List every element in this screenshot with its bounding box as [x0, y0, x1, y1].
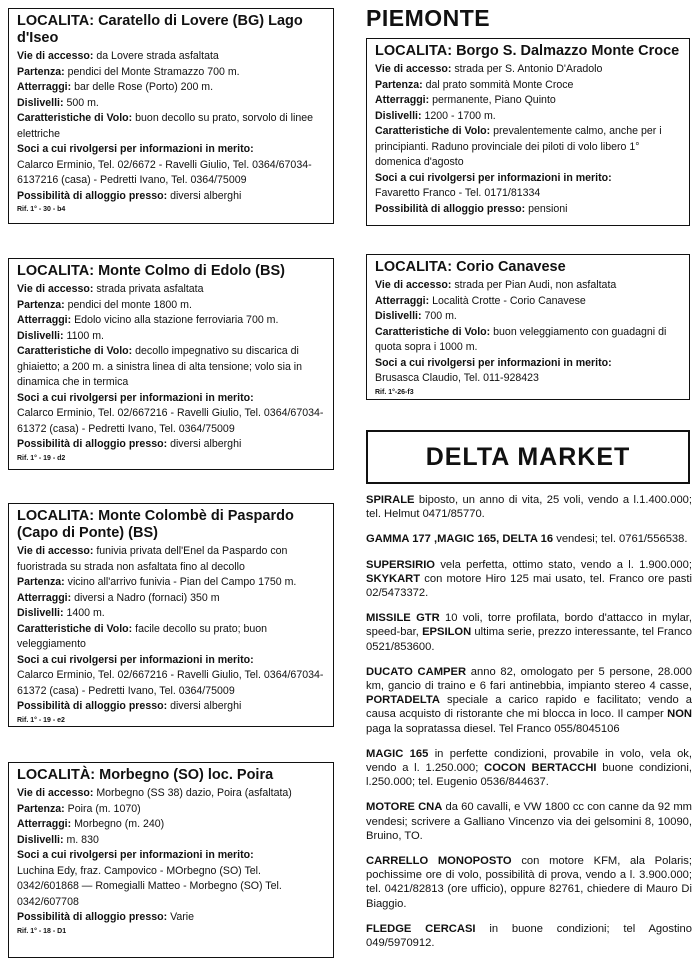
detail-row — [375, 294, 681, 310]
detail-label: Dislivelli: — [375, 109, 422, 122]
site-details — [17, 282, 325, 453]
detail-row — [17, 606, 325, 622]
detail-label: Atterraggi: — [375, 294, 430, 307]
detail-value: buon veleggiamento con guadagni di quota sopra i 1000 m. — [375, 325, 667, 353]
detail-row — [375, 325, 681, 356]
site-box-corio-canavese — [366, 254, 690, 400]
detail-row — [375, 171, 681, 187]
detail-row — [375, 278, 681, 294]
detail-label: Soci a cui rivolgersi per informazioni in merito: — [17, 391, 254, 404]
site-title: LOCALITA: Monte Colmo di Edolo (BS) — [17, 263, 285, 279]
detail-label: Atterraggi: — [375, 94, 430, 106]
detail-value: m. 830 — [66, 833, 99, 846]
detail-row — [17, 344, 325, 391]
detail-label: Dislivelli: — [17, 96, 64, 109]
detail-value: Varie — [170, 911, 195, 923]
site-details — [17, 49, 325, 204]
classified-ad — [366, 747, 692, 790]
detail-value: pendici del Monte Stramazzo 700 m. — [67, 65, 240, 78]
ad-text: vendesi; tel. 0761/556538. — [553, 533, 688, 546]
detail-label: Soci a cui rivolgersi per informazioni in merito: — [17, 653, 254, 666]
ad-item-name: MOTORE CNA — [366, 801, 443, 814]
detail-label: Vie di accesso: — [375, 279, 452, 291]
detail-row — [375, 62, 681, 78]
classified-ad — [366, 800, 692, 843]
detail-value: permanente, Piano Quinto — [432, 94, 556, 106]
detail-value: diversi alberghi — [170, 700, 242, 712]
classified-ad — [366, 611, 692, 654]
detail-row — [375, 109, 681, 125]
detail-row — [375, 78, 681, 94]
detail-value: Calarco Erminio, Tel. 02/667216 - Ravelli Giulio, Tel. 0364/67034-61372 (casa) - Pedretti Ivano, Tel. 0364/75009 — [17, 407, 324, 435]
classified-ad — [366, 558, 692, 601]
detail-row — [375, 309, 681, 325]
detail-row — [375, 93, 681, 109]
ad-item-name: DUCATO CAMPER — [366, 665, 467, 678]
ad-text: in perfette condizioni, provabile in volo, vela ok, vendo a l. 1.250.000; — [366, 747, 692, 775]
reference-code: Rif. 1° - 19 - d2 — [17, 454, 66, 462]
ad-item-name: MAGIC 165 — [366, 747, 429, 760]
reference-code: Rif. 1° - 30 - b4 — [17, 206, 66, 213]
detail-label: Vie di accesso: — [17, 50, 94, 62]
detail-label: Partenza: — [375, 78, 423, 91]
detail-row — [17, 544, 325, 575]
detail-value: Favaretto Franco - Tel. 0171/81334 — [375, 187, 541, 199]
detail-value: Calarco Erminio, Tel. 02/667216 - Ravelli Giulio, Tel. 0364/67034-61372 (casa) - Pedretti Ivano, Tel. 0364/75009 — [17, 669, 324, 697]
detail-label: Vie di accesso: — [17, 787, 94, 799]
detail-value: Brusasca Claudio, Tel. 011-928423 — [375, 372, 539, 384]
detail-value: Morbegno (m. 240) — [74, 818, 165, 830]
detail-row — [17, 65, 325, 81]
detail-value: bar delle Rose (Porto) 200 m. — [74, 81, 214, 93]
detail-value: da Lovere strada asfaltata — [96, 50, 219, 62]
ad-item-name: MISSILE GTR — [366, 612, 440, 625]
detail-value: diversi alberghi — [170, 189, 242, 202]
ad-item-name: SPIRALE — [366, 494, 415, 506]
site-title: LOCALITA: Corio Canavese — [375, 259, 566, 275]
detail-row — [375, 186, 681, 202]
detail-row — [375, 202, 681, 218]
classified-ad — [366, 665, 692, 736]
detail-label: Atterraggi: — [17, 314, 72, 326]
detail-value: buon decollo su prato, sorvolo di linee elettriche — [17, 112, 313, 140]
ad-text: buone condizioni, l.250.000; tel. Eugenio 0536/844637. — [366, 762, 692, 789]
ad-text: anno 82, omologato per 5 persone, 28.000 km, gancio di traino e 6 fari antinebbia, impianto stereo 4 casse, — [366, 665, 692, 693]
detail-value: prevalentemente calmo, anche per i principianti. Raduno provinciale dei piloti di volo libero 1° domenica d'agosto — [375, 125, 662, 168]
site-box-monte-colmo — [8, 258, 334, 470]
detail-value: 1100 m. — [66, 329, 104, 342]
detail-row — [17, 848, 325, 864]
detail-value: vicino all'arrivo funivia - Pian del Campo 1750 m. — [67, 576, 297, 588]
detail-row — [17, 622, 325, 653]
detail-value: 1200 - 1700 m. — [424, 109, 496, 122]
ad-item-name: COCON BERTACCHI — [484, 762, 597, 775]
ad-item-name: SUPERSIRIO — [366, 558, 436, 571]
site-details — [375, 62, 681, 217]
detail-label: Possibilità di alloggio presso: — [17, 911, 168, 923]
site-box-caratello — [8, 8, 334, 224]
ad-text: da 60 cavalli, e VW 1800 cc con canne da 92 mm vendesi; scrivere a Galliano Vincenzo via dei gelsomini 8, 10090, Bruino, TO. — [366, 801, 692, 842]
ad-item-name: EPSILON — [422, 626, 472, 639]
detail-label: Partenza: — [17, 576, 65, 588]
detail-label: Possibilità di alloggio presso: — [17, 189, 168, 202]
detail-value: 500 m. — [66, 96, 99, 109]
reference-code: Rif. 1°-26-f3 — [375, 388, 414, 396]
ad-item-name: FLEDGE CERCASI — [366, 922, 476, 935]
detail-row — [17, 142, 325, 158]
detail-label: Atterraggi: — [17, 818, 72, 830]
detail-row — [17, 437, 325, 453]
market-title: DELTA MARKET — [425, 442, 631, 471]
detail-row — [17, 668, 325, 699]
detail-row — [17, 111, 325, 142]
ad-text: speciale a carico rapido e facilitato; vendo a causa acquisto di ristorante che mi blocca in loco. Il camper — [366, 694, 692, 721]
detail-label: Partenza: — [17, 65, 65, 78]
detail-row — [17, 313, 325, 329]
ad-text: con motore Hiro 125 mai usato, tel. Franco ore pasti 02/5473372. — [366, 572, 692, 600]
detail-label: Atterraggi: — [17, 591, 72, 604]
detail-value: funivia privata dell'Enel da Paspardo con fuoristrada su strada non asfaltata fino al decollo — [17, 545, 288, 573]
detail-label: Atterraggi: — [17, 81, 72, 93]
ad-text: con motore KFM, ala Polaris; pochissime ore di volo, possibilità di prova, vendo a l. 3.900.000; tel. 0421/82813 (ore ufficio), oppure 82761, chiedere di Mauro Di Biaggio. — [366, 855, 692, 910]
detail-value: 1400 m. — [66, 607, 105, 619]
detail-row — [375, 356, 681, 372]
ad-text: vela perfetta, ottimo stato, vendo a l. 1.900.000; — [435, 558, 692, 571]
detail-value: decollo impegnativo su discarica di ghiaietto; a 200 m. a sinistra linea di alta tensione; volo sia in dinamica che in termica — [17, 345, 303, 388]
detail-row — [17, 575, 325, 591]
detail-row — [17, 653, 325, 669]
site-box-morbegno — [8, 762, 334, 958]
detail-label: Dislivelli: — [17, 833, 64, 846]
ad-text: biposto, un anno di vita, 25 voli, vendo a l.1.400.000; tel. Helmut 0471/85770. — [366, 494, 692, 521]
detail-value: Edolo vicino alla stazione ferroviaria 700 m. — [74, 314, 279, 326]
classified-ad — [366, 532, 692, 546]
detail-value: Calarco Erminio, Tel. 02/6672 - Ravelli Giulio, Tel. 0364/67034-6137216 (casa) - Pedretti Ivano, Tel. 0364/75009 — [17, 158, 312, 186]
delta-market-heading — [366, 430, 690, 484]
reference-code: Rif. 1° - 19 - e2 — [17, 716, 65, 724]
detail-label: Soci a cui rivolgersi per informazioni in merito: — [375, 171, 612, 184]
classified-ad — [366, 854, 692, 911]
detail-value: strada per S. Antonio D'Aradolo — [454, 63, 603, 75]
detail-value: pendici del monte 1800 m. — [67, 298, 192, 311]
site-title: LOCALITA: Borgo S. Dalmazzo Monte Croce — [375, 43, 680, 59]
detail-row — [375, 124, 681, 171]
detail-label: Possibilità di alloggio presso: — [17, 700, 168, 712]
classified-ad — [366, 922, 692, 950]
detail-label: Soci a cui rivolgersi per informazioni in merito: — [375, 356, 612, 369]
site-details — [17, 544, 325, 715]
site-details — [375, 278, 681, 387]
detail-value: 700 m. — [424, 310, 457, 322]
ad-text: in buone condizioni; tel Agostino 049/5970912. — [366, 922, 692, 950]
ad-item-name: NON — [667, 708, 692, 721]
site-title: LOCALITÀ: Morbegno (SO) loc. Poira — [17, 767, 274, 783]
classified-ads-list — [366, 493, 692, 961]
detail-value: facile decollo su prato; buon veleggiamento — [17, 622, 268, 650]
ad-item-name: GAMMA 177 ,MAGIC 165, DELTA 16 — [366, 533, 554, 546]
ad-text: 10 voli, torre profilata, bordo d'attacco in mylar, speed-bar, — [366, 612, 693, 639]
detail-row — [17, 591, 325, 607]
detail-value: strada privata asfaltata — [96, 283, 204, 295]
detail-label: Caratteristiche di Volo: — [17, 345, 133, 357]
detail-label: Possibilità di alloggio presso: — [17, 438, 168, 450]
detail-value: strada per Pian Audi, non asfaltata — [454, 279, 617, 291]
site-box-borgo-san-dalmazzo — [366, 38, 690, 226]
detail-row — [17, 189, 325, 205]
detail-row — [17, 786, 325, 802]
ad-item-name: SKYKART — [366, 572, 421, 585]
detail-value: diversi alberghi — [170, 438, 242, 450]
detail-label: Partenza: — [17, 802, 65, 815]
detail-row — [17, 96, 325, 112]
site-title: LOCALITA: Caratello di Lovere (BG) Lago d'Iseo — [17, 13, 303, 46]
detail-row — [17, 406, 325, 437]
detail-value: Morbegno (SS 38) dazio, Poira (asfaltata) — [96, 787, 292, 799]
site-title: LOCALITA: Monte Colombè di Paspardo (Capo di Ponte) (BS) — [17, 508, 294, 541]
detail-label: Dislivelli: — [17, 607, 64, 619]
site-box-monte-colombe — [8, 503, 334, 727]
detail-row — [17, 329, 325, 345]
detail-label: Possibilità di alloggio presso: — [375, 202, 526, 215]
detail-row — [17, 80, 325, 96]
detail-row — [17, 298, 325, 314]
detail-row — [17, 391, 325, 407]
detail-label: Dislivelli: — [375, 310, 422, 322]
detail-value: dal prato sommità Monte Croce — [425, 78, 574, 91]
detail-label: Dislivelli: — [17, 329, 64, 342]
detail-row — [17, 817, 325, 833]
detail-value: Luchina Edy, fraz. Campovico - MOrbegno (SO) Tel. 0342/601868 — Romegialli Matteo - Morbegno (SO) Tel. 0342/607708 — [17, 864, 282, 908]
detail-label: Vie di accesso: — [375, 63, 452, 75]
detail-row — [17, 158, 325, 189]
detail-label: Caratteristiche di Volo: — [17, 112, 133, 124]
detail-label: Partenza: — [17, 298, 65, 311]
ad-text: paga la sopratassa diesel. Tel Franco 055/8045106 — [366, 722, 620, 735]
detail-value: pensioni — [528, 202, 568, 215]
detail-label: Soci a cui rivolgersi per informazioni in merito: — [17, 849, 254, 861]
detail-row — [17, 910, 325, 926]
detail-label: Soci a cui rivolgersi per informazioni in merito: — [17, 143, 254, 155]
detail-value: Poira (m. 1070) — [67, 802, 141, 815]
ad-text: ultima serie, prezzo interessante, tel Franco 0521/853600. — [366, 626, 692, 653]
classified-ad — [366, 493, 692, 521]
region-heading: PIEMONTE — [366, 5, 491, 31]
detail-value: diversi a Nadro (fornaci) 350 m — [74, 591, 220, 604]
detail-row — [17, 864, 325, 911]
ad-item-name: CARRELLO MONOPOSTO — [366, 855, 512, 868]
ad-item-name: PORTADELTA — [366, 694, 440, 707]
detail-label: Caratteristiche di Volo: — [375, 125, 491, 137]
detail-label: Vie di accesso: — [17, 283, 94, 295]
detail-label: Caratteristiche di Volo: — [375, 325, 491, 338]
detail-row — [17, 802, 325, 818]
site-details — [17, 786, 325, 926]
detail-row — [375, 371, 681, 387]
reference-code: Rif. 1° - 18 - D1 — [17, 927, 67, 935]
detail-value: Località Crotte - Corio Canavese — [432, 294, 586, 307]
detail-row — [17, 49, 325, 65]
detail-row — [17, 282, 325, 298]
detail-row — [17, 699, 325, 715]
detail-label: Caratteristiche di Volo: — [17, 622, 133, 635]
detail-row — [17, 833, 325, 849]
detail-label: Vie di accesso: — [17, 545, 94, 557]
